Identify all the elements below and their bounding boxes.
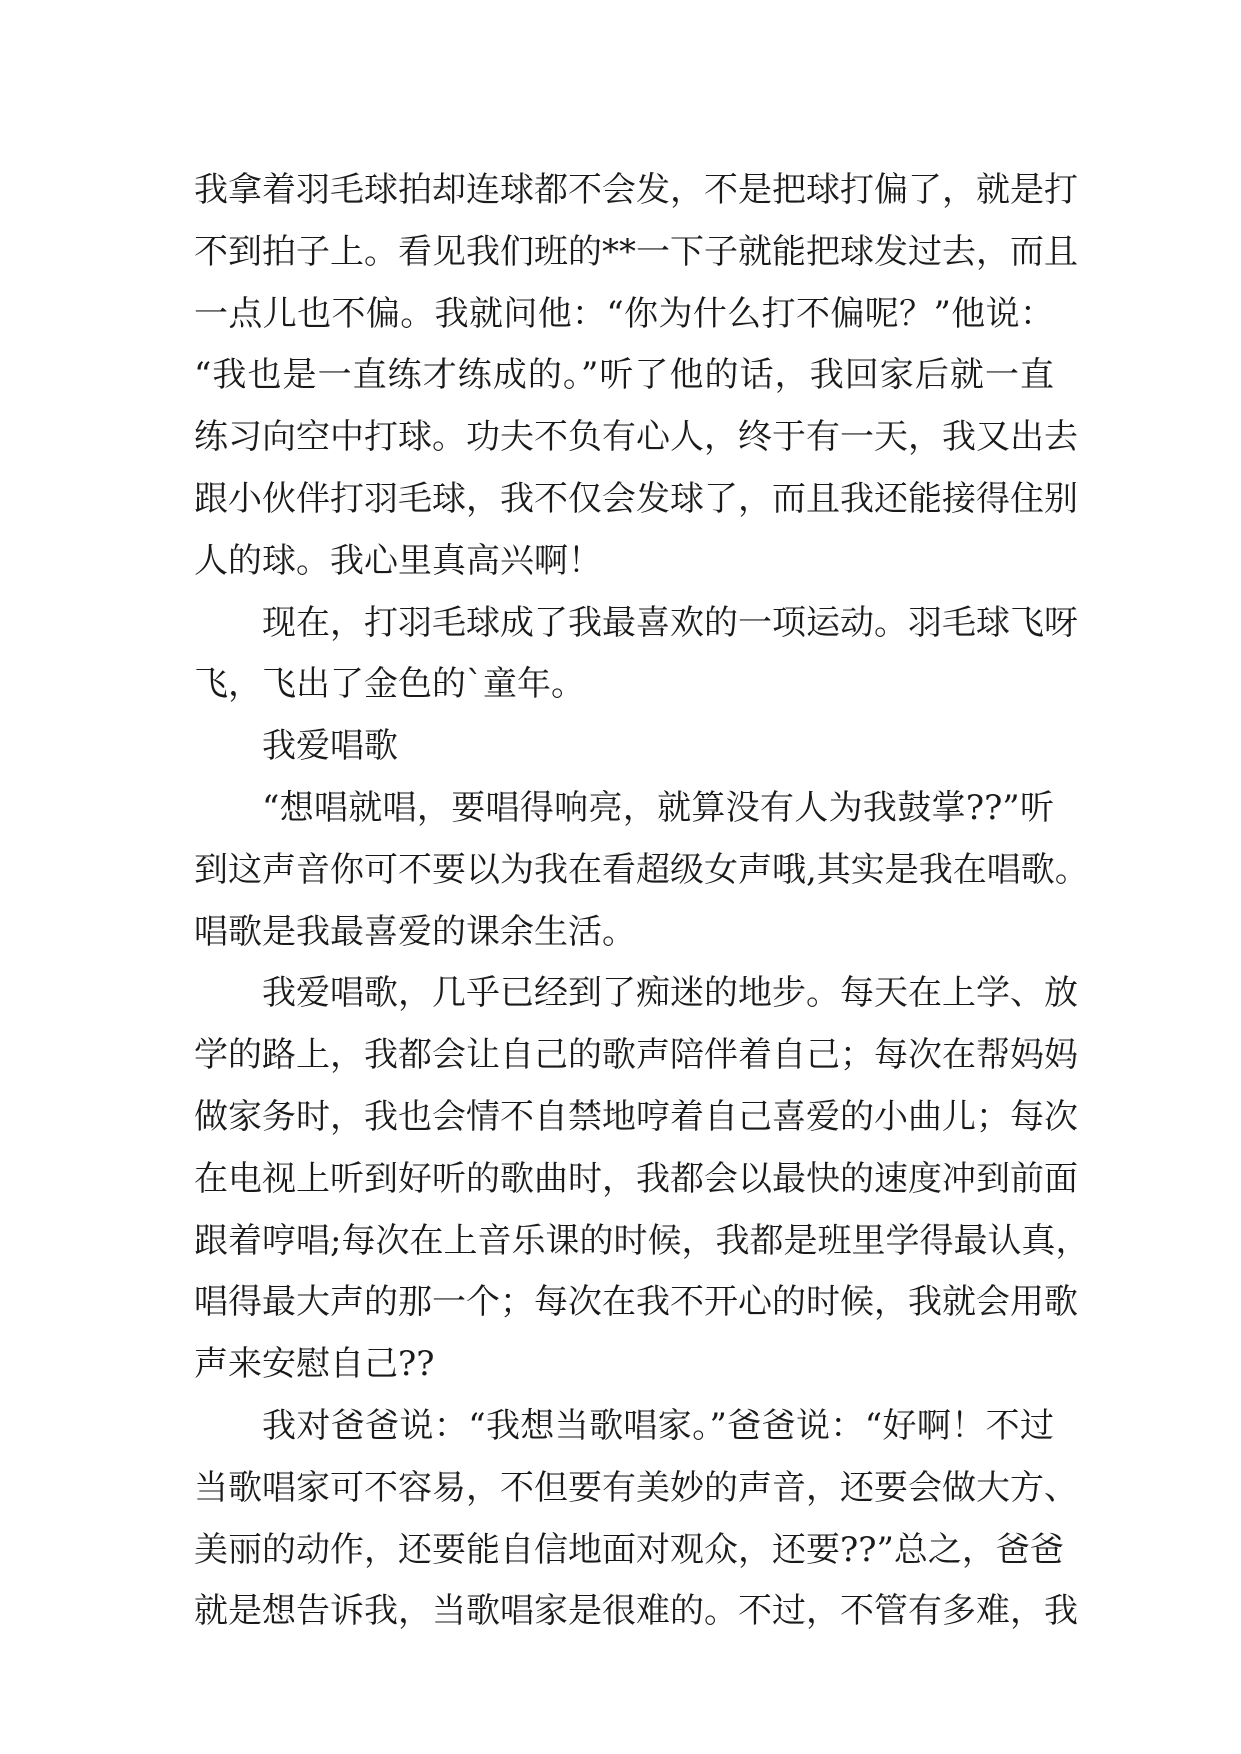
text-line: 我爱唱歌 <box>262 726 398 767</box>
text-line: 练习向空中打球。功夫不负有心人，终于有一天，我又出去 <box>194 417 1078 458</box>
text-line: 现在，打羽毛球成了我最喜欢的一项运动。羽毛球飞呀 <box>262 602 1078 643</box>
text-line: 在电视上听到好听的歌曲时，我都会以最快的速度冲到前面 <box>194 1158 1078 1199</box>
text-line: 唱得最大声的那一个；每次在我不开心的时候，我就会用歌 <box>194 1282 1078 1323</box>
text-line: 一点儿也不偏。我就问他：“你为什么打不偏呢？”他说： <box>194 293 1054 334</box>
text-line: 声来安慰自己?? <box>194 1344 435 1385</box>
text-line: 不到拍子上。看见我们班的**一下子就能把球发过去，而且 <box>194 231 1078 272</box>
text-line: 美丽的动作，还要能自信地面对观众，还要??”总之，爸爸 <box>194 1529 1064 1570</box>
text-line: 学的路上，我都会让自己的歌声陪伴着自己；每次在帮妈妈 <box>194 1035 1078 1076</box>
text-line: 当歌唱家可不容易，不但要有美妙的声音，还要会做大方、 <box>194 1467 1078 1508</box>
text-line: 飞，飞出了金色的`童年。 <box>194 664 585 705</box>
text-line: 到这声音你可不要以为我在看超级女声哦,其实是我在唱歌。 <box>194 849 1089 890</box>
text-line: 跟小伙伴打羽毛球，我不仅会发球了，而且我还能接得住别 <box>194 478 1078 519</box>
text-line: “想唱就唱，要唱得响亮，就算没有人为我鼓掌??”听 <box>262 787 1054 828</box>
text-line: 做家务时，我也会情不自禁地哼着自己喜爱的小曲儿；每次 <box>194 1096 1078 1137</box>
text-line: 就是想告诉我，当歌唱家是很难的。不过，不管有多难，我 <box>194 1591 1078 1632</box>
text-line: 唱歌是我最喜爱的课余生活。 <box>194 911 636 952</box>
text-line: 我爱唱歌，几乎已经到了痴迷的地步。每天在上学、放 <box>262 973 1078 1014</box>
body-text <box>194 160 1090 1643</box>
text-line: “我也是一直练才练成的。”听了他的话，我回家后就一直 <box>194 355 1054 396</box>
text-line: 跟着哼唱;每次在上音乐课的时候，我都是班里学得最认真， <box>194 1220 1090 1261</box>
text-line: 人的球。我心里真高兴啊！ <box>194 540 602 581</box>
text-line: 我拿着羽毛球拍却连球都不会发，不是把球打偏了，就是打 <box>194 170 1078 210</box>
text-line: 我对爸爸说：“我想当歌唱家。”爸爸说：“好啊！不过 <box>262 1405 1054 1446</box>
